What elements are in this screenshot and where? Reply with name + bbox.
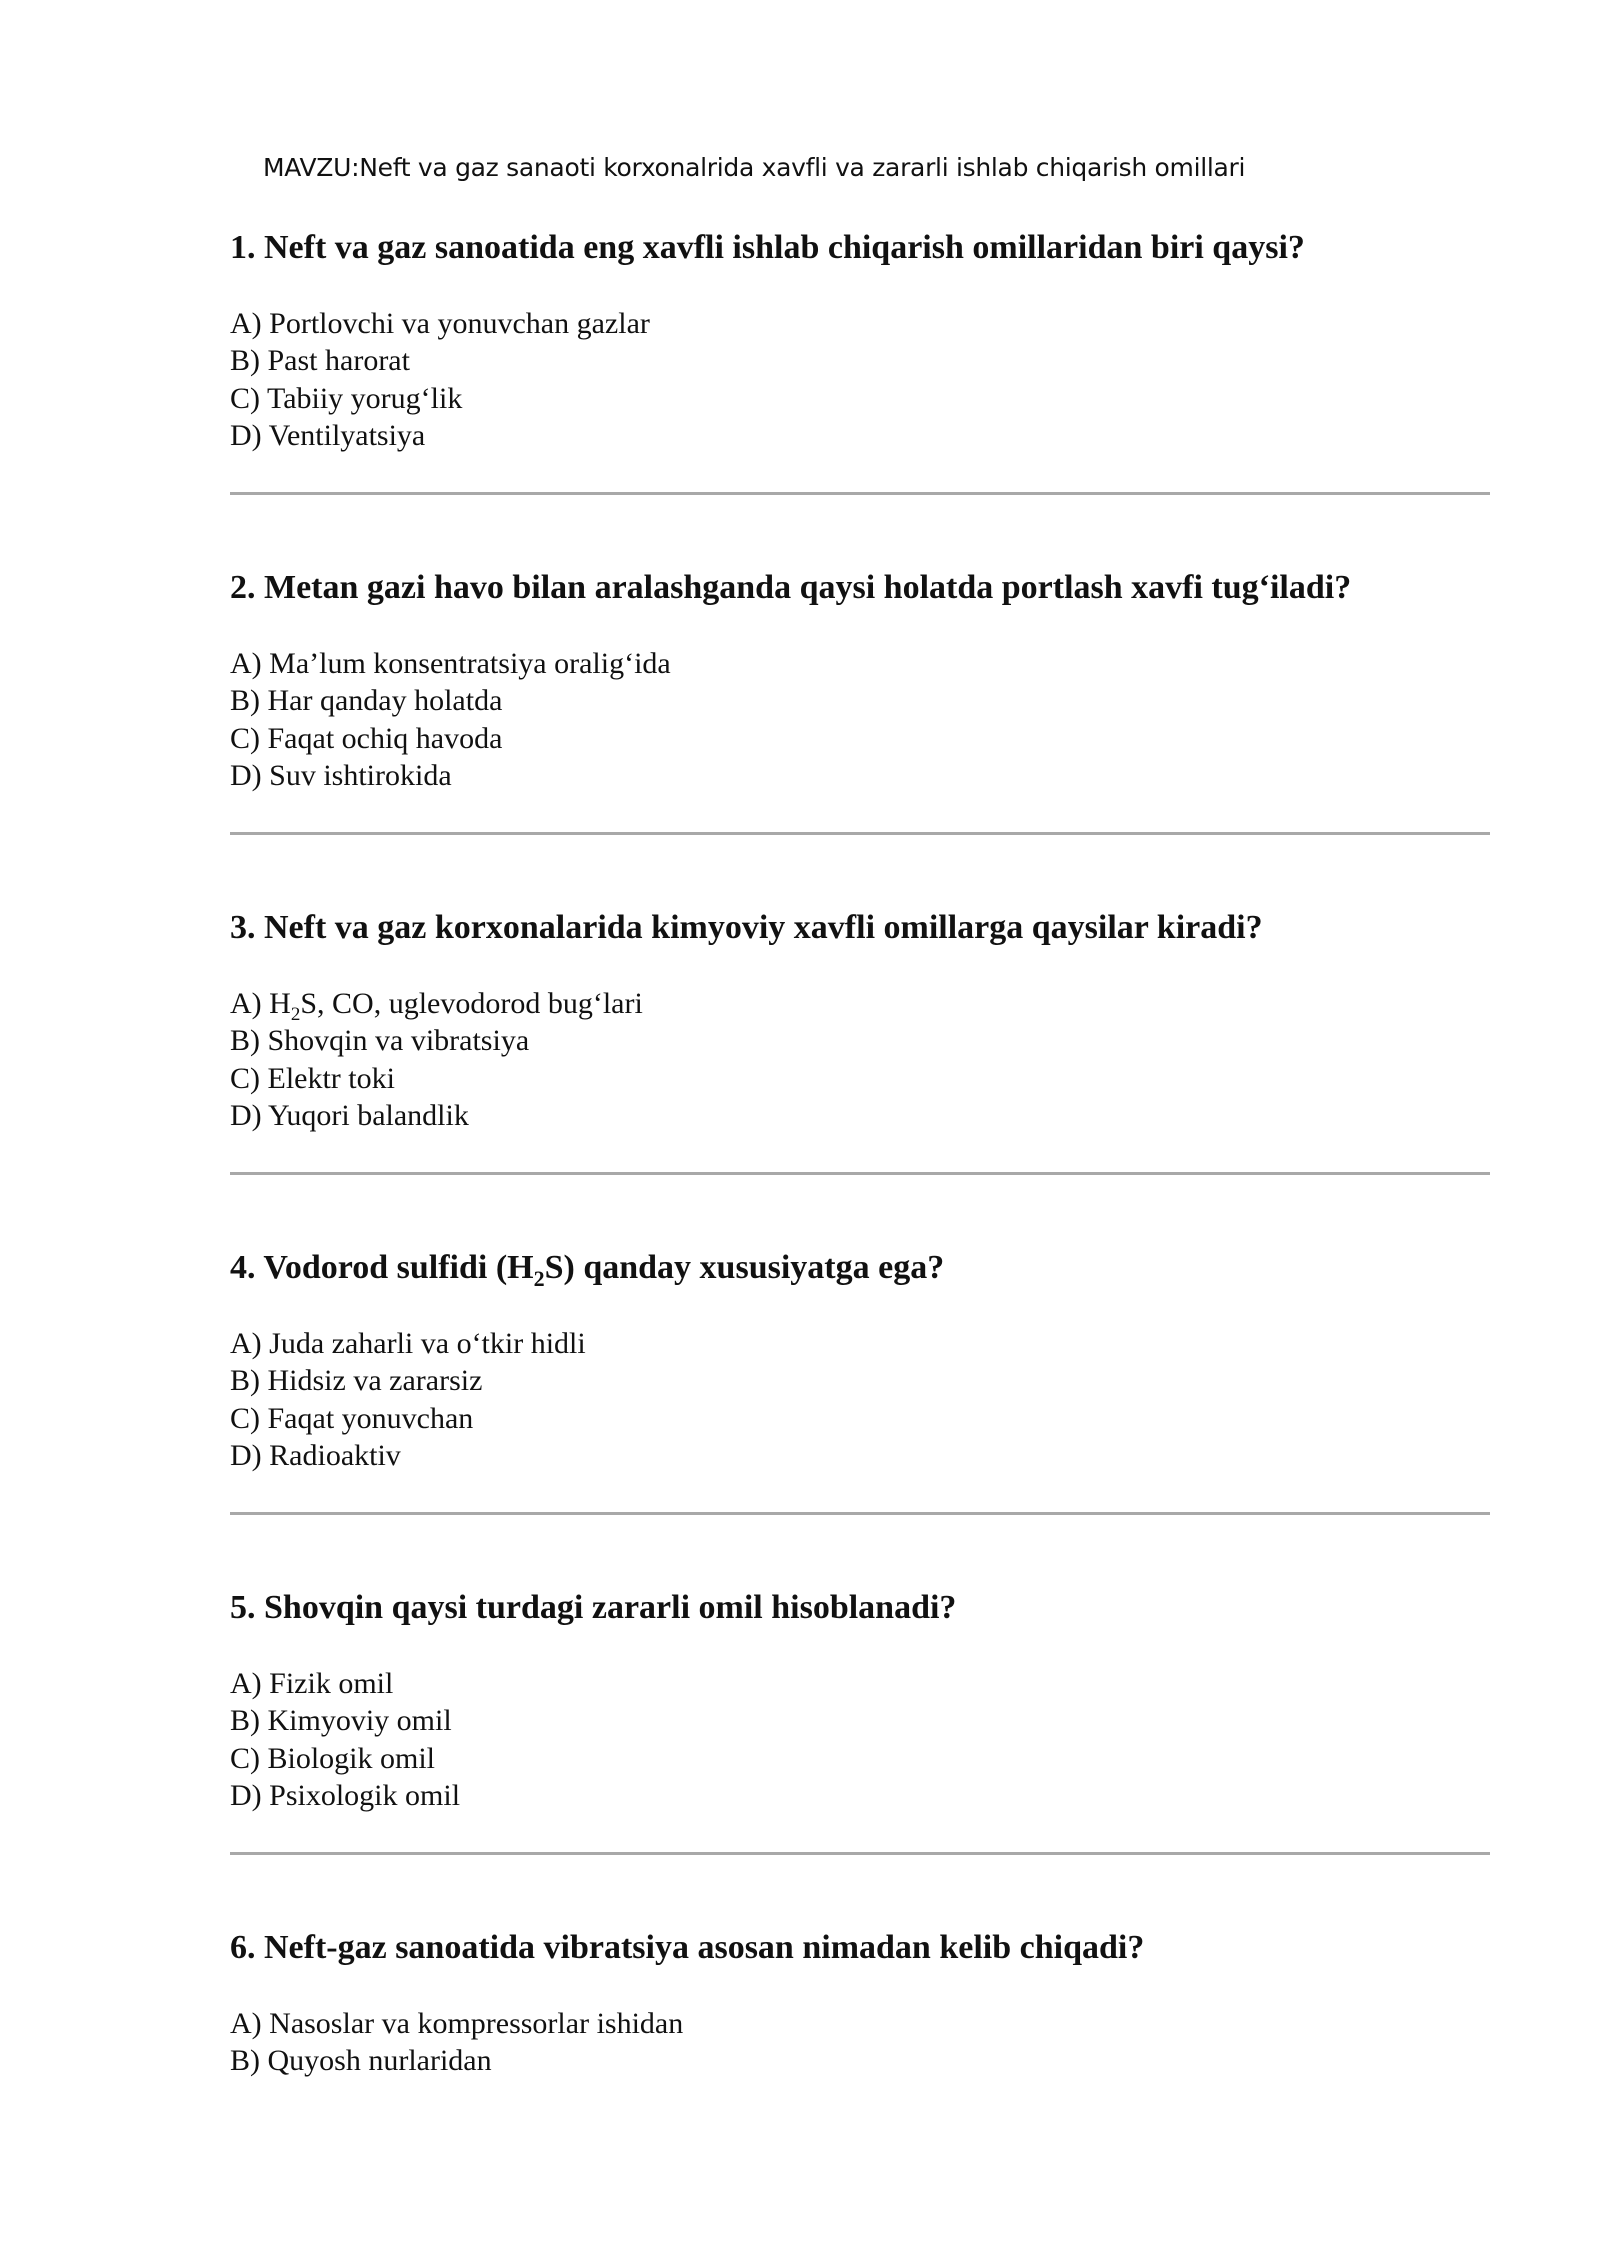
- option-c: C) Faqat yonuvchan: [230, 1401, 474, 1435]
- question-title: 1. Neft va gaz sanoatida eng xavfli ishlab chiqarish omillaridan biri qaysi?: [230, 229, 1305, 266]
- option-b: B) Hidsiz va zararsiz: [230, 1364, 483, 1398]
- option-a: A) Nasoslar va kompressorlar ishidan: [230, 2007, 684, 2040]
- option-a: A) Ma’lum konsentratsiya oralig‘ida: [230, 647, 671, 680]
- option-c: C) Elektr toki: [230, 1061, 395, 1095]
- option-b: B) Past harorat: [230, 344, 410, 378]
- question-1: [230, 228, 1490, 454]
- option-a: A) Portlovchi va yonuvchan gazlar: [230, 307, 650, 340]
- option-a-suffix: S, CO, uglevodorod bug‘lari: [300, 987, 643, 1020]
- separator-line: [230, 832, 1490, 835]
- option-a: A) Fizik omil: [230, 1667, 394, 1700]
- separator-line: [230, 1852, 1490, 1855]
- options-list: [230, 2005, 1490, 2080]
- option-b: B) Kimyoviy omil: [230, 1704, 452, 1738]
- question-title: 5. Shovqin qaysi turdagi zararli omil hisoblanadi?: [230, 1589, 957, 1626]
- option-c: C) Tabiiy yorug‘lik: [230, 381, 463, 415]
- option-a: A) Juda zaharli va o‘tkir hidli: [230, 1327, 586, 1360]
- option-d: D) Suv ishtirokida: [230, 758, 452, 792]
- option-d: D) Psixologik omil: [230, 1778, 461, 1812]
- question-4: [230, 1248, 1490, 1474]
- question-5: [230, 1588, 1490, 1814]
- separator-line: [230, 1512, 1490, 1515]
- question-2: [230, 568, 1490, 794]
- option-d: D) Ventilyatsiya: [230, 418, 426, 452]
- question-3: [230, 908, 1490, 1134]
- question-title: 6. Neft-gaz sanoatida vibratsiya asosan nimadan kelib chiqadi?: [230, 1929, 1145, 1966]
- options-list: [230, 1665, 1490, 1814]
- option-b: B) Shovqin va vibratsiya: [230, 1024, 530, 1058]
- subscript-2: 2: [533, 1265, 545, 1291]
- options-list: [230, 985, 1490, 1134]
- option-c: C) Biologik omil: [230, 1741, 436, 1775]
- question-title-prefix: 4. Vodorod sulfidi (H: [230, 1249, 534, 1286]
- separator-line: [230, 1172, 1490, 1175]
- options-list: [230, 645, 1490, 794]
- options-list: [230, 1325, 1490, 1474]
- document-topic: MAVZU:Neft va gaz sanaoti korxonalrida xavfli va zararli ishlab chiqarish omillari: [263, 153, 1246, 182]
- separator-line: [230, 492, 1490, 495]
- option-a: [230, 985, 1490, 1025]
- option-a-prefix: A) H: [230, 987, 291, 1020]
- subscript-2: 2: [290, 1004, 301, 1025]
- options-list: [230, 305, 1490, 454]
- question-6: [230, 1928, 1490, 2080]
- option-c: C) Faqat ochiq havoda: [230, 721, 503, 755]
- question-title: 3. Neft va gaz korxonalarida kimyoviy xavfli omillarga qaysilar kiradi?: [230, 909, 1263, 946]
- option-d: D) Yuqori balandlik: [230, 1098, 469, 1132]
- option-d: D) Radioaktiv: [230, 1438, 401, 1472]
- option-b: B) Quyosh nurlaridan: [230, 2044, 492, 2078]
- question-title: 2. Metan gazi havo bilan aralashganda qaysi holatda portlash xavfi tug‘iladi?: [230, 569, 1352, 606]
- question-title-suffix: S) qanday xususiyatga ega?: [544, 1249, 945, 1286]
- question-title: [230, 1248, 1490, 1291]
- option-b: B) Har qanday holatda: [230, 684, 503, 718]
